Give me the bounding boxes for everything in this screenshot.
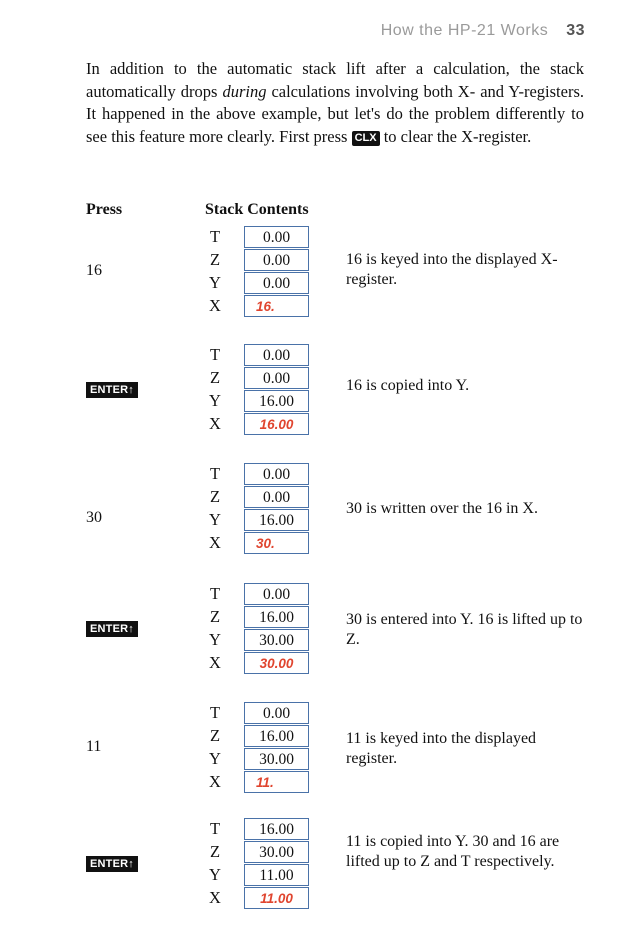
register-label-t: T <box>209 227 221 246</box>
press-value: 16 <box>86 262 102 279</box>
register-label-t: T <box>209 819 221 838</box>
enter-key: ENTER↑ <box>86 621 138 637</box>
chapter-title: How the HP-21 Works <box>380 22 549 39</box>
step-description: 16 is copied into Y. <box>346 377 470 394</box>
register-label-x: X <box>209 888 221 907</box>
intro-text-1: In addition to the automatic stack lift after a calculation, the stack automatically drops <box>86 59 584 101</box>
register-x-value: 16. <box>244 295 309 317</box>
step-description: 30 is written over the 16 in X. <box>346 500 538 517</box>
step-description: 11 is copied into Y. 30 and 16 are lifted up to Z and T respectively. <box>346 833 560 870</box>
step-row <box>0 818 631 914</box>
register-x-value: 30.00 <box>244 652 309 674</box>
register-z-value: 16.00 <box>244 725 309 747</box>
step-row <box>0 226 631 322</box>
register-label-z: Z <box>209 842 221 861</box>
register-t-value: 0.00 <box>244 463 309 485</box>
enter-key: ENTER↑ <box>86 382 138 398</box>
register-label-y: Y <box>209 630 221 649</box>
press-column-header: Press <box>86 201 123 218</box>
intro-text-3: to clear the X-register. <box>383 126 532 146</box>
register-label-z: Z <box>209 250 221 269</box>
page-number: 33 <box>566 22 585 39</box>
step-description: 11 is keyed into the displayed register. <box>346 730 537 767</box>
register-z-value: 30.00 <box>244 841 309 863</box>
register-label-x: X <box>209 772 221 791</box>
register-label-t: T <box>209 584 221 603</box>
page-header <box>381 22 585 40</box>
register-t-value: 16.00 <box>244 818 309 840</box>
register-y-value: 11.00 <box>244 864 309 886</box>
register-label-y: Y <box>209 273 221 292</box>
register-label-z: Z <box>209 487 221 506</box>
register-y-value: 30.00 <box>244 748 309 770</box>
register-z-value: 0.00 <box>244 486 309 508</box>
step-description: 30 is entered into Y. 16 is lifted up to Z. <box>346 611 583 648</box>
step-row <box>0 463 631 559</box>
register-y-value: 16.00 <box>244 509 309 531</box>
register-label-z: Z <box>209 368 221 387</box>
register-label-x: X <box>209 533 221 552</box>
register-y-value: 16.00 <box>244 390 309 412</box>
clx-key: CLX <box>352 131 380 146</box>
register-label-t: T <box>209 464 221 483</box>
register-t-value: 0.00 <box>244 702 309 724</box>
stack-column-header: Stack Contents <box>205 201 309 218</box>
register-label-x: X <box>209 296 221 315</box>
register-y-value: 30.00 <box>244 629 309 651</box>
register-label-x: X <box>209 414 221 433</box>
intro-paragraph <box>86 58 584 148</box>
register-label-y: Y <box>209 865 221 884</box>
step-description: 16 is keyed into the displayed X-register. <box>346 251 558 288</box>
register-y-value: 0.00 <box>244 272 309 294</box>
enter-key: ENTER↑ <box>86 856 138 872</box>
step-row <box>0 702 631 798</box>
press-value: 30 <box>86 509 102 526</box>
register-z-value: 0.00 <box>244 249 309 271</box>
step-row <box>0 344 631 440</box>
register-x-value: 16.00 <box>244 413 309 435</box>
press-value: 11 <box>86 738 102 755</box>
register-t-value: 0.00 <box>244 226 309 248</box>
intro-text-2: calculations involving both X- and Y-registers. It happened in the above example, but let's do the problem differently to see this feature more clearly. First press <box>86 81 585 146</box>
register-label-t: T <box>209 703 221 722</box>
register-label-y: Y <box>209 391 221 410</box>
register-label-t: T <box>209 345 221 364</box>
register-x-value: 11. <box>244 771 309 793</box>
register-z-value: 16.00 <box>244 606 309 628</box>
register-label-z: Z <box>209 726 221 745</box>
register-label-z: Z <box>209 607 221 626</box>
register-label-x: X <box>209 653 221 672</box>
register-label-y: Y <box>209 749 221 768</box>
step-row <box>0 583 631 679</box>
intro-emphasis: during <box>222 81 267 101</box>
register-z-value: 0.00 <box>244 367 309 389</box>
register-x-value: 11.00 <box>244 887 309 909</box>
register-t-value: 0.00 <box>244 583 309 605</box>
register-label-y: Y <box>209 510 221 529</box>
register-t-value: 0.00 <box>244 344 309 366</box>
register-x-value: 30. <box>244 532 309 554</box>
